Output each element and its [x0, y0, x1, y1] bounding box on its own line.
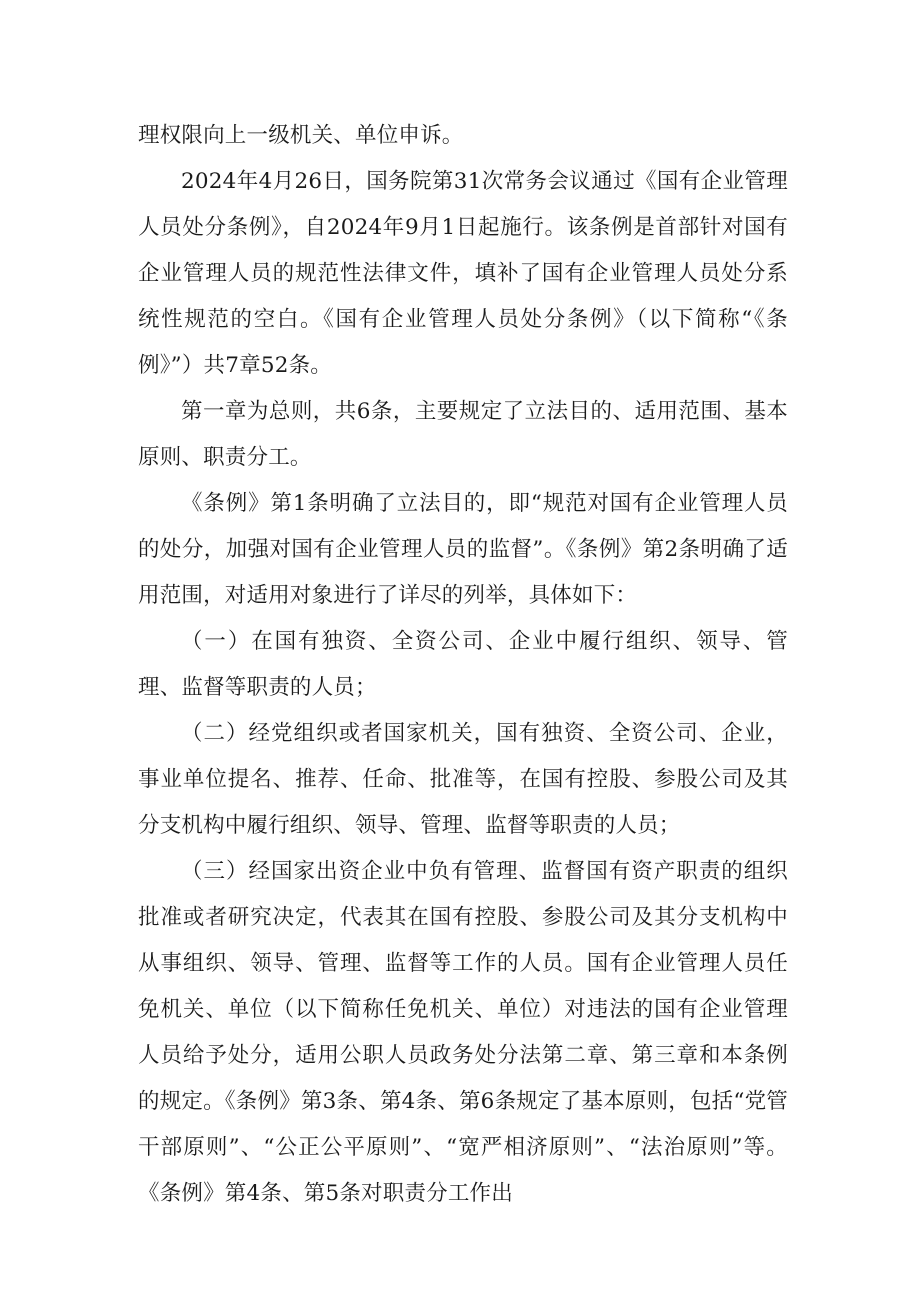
paragraph-chapter-one: 第一章为总则，共6条，主要规定了立法目的、适用范围、基本原则、职责分工。	[138, 399, 788, 470]
paragraph-appeal-end: 理权限向上一级机关、单位申诉。	[138, 123, 464, 148]
paragraph-regulation-intro: 2024年4月26日，国务院第31次常务会议通过《国有企业管理人员处分条例》，自2024年9月1日起施行。该条例是首部针对国有企业管理人员的规范性法律文件，填补了国有企业管理人员处分系统性规范的空白。《国有企业管理人员处分条例》（以下简称“《条例》”）共7章52条。	[138, 169, 788, 378]
paragraph-article-one-two: 《条例》第1条明确了立法目的，即“规范对国有企业管理人员的处分，加强对国有企业管理人员的监督”。《条例》第2条明确了适用范围，对适用对象进行了详尽的列举，具体如下：	[138, 491, 788, 608]
document-body	[138, 113, 788, 1217]
paragraph-item-two: （二）经党组织或者国家机关，国有独资、全资公司、企业，事业单位提名、推荐、任命、批准等，在国有控股、参股公司及其分支机构中履行组织、领导、管理、监督等职责的人员；	[138, 721, 788, 838]
paragraph-item-three: （三）经国家出资企业中负有管理、监督国有资产职责的组织批准或者研究决定，代表其在国有控股、参股公司及其分支机构中从事组织、领导、管理、监督等工作的人员。国有企业管理人员任免机关、单位（以下简称任免机关、单位）对违法的国有企业管理人员给予处分，适用公职人员政务处分法第二章、第三章和本条例的规定。《条例》第3条、第4条、第6条规定了基本原则，包括“党管干部原则”、“公正公平原则”、“宽严相济原则”、“法治原则”等。《条例》第4条、第5条对职责分工作出	[138, 859, 788, 1206]
paragraph-item-one: （一）在国有独资、全资公司、企业中履行组织、领导、管理、监督等职责的人员；	[138, 629, 788, 700]
